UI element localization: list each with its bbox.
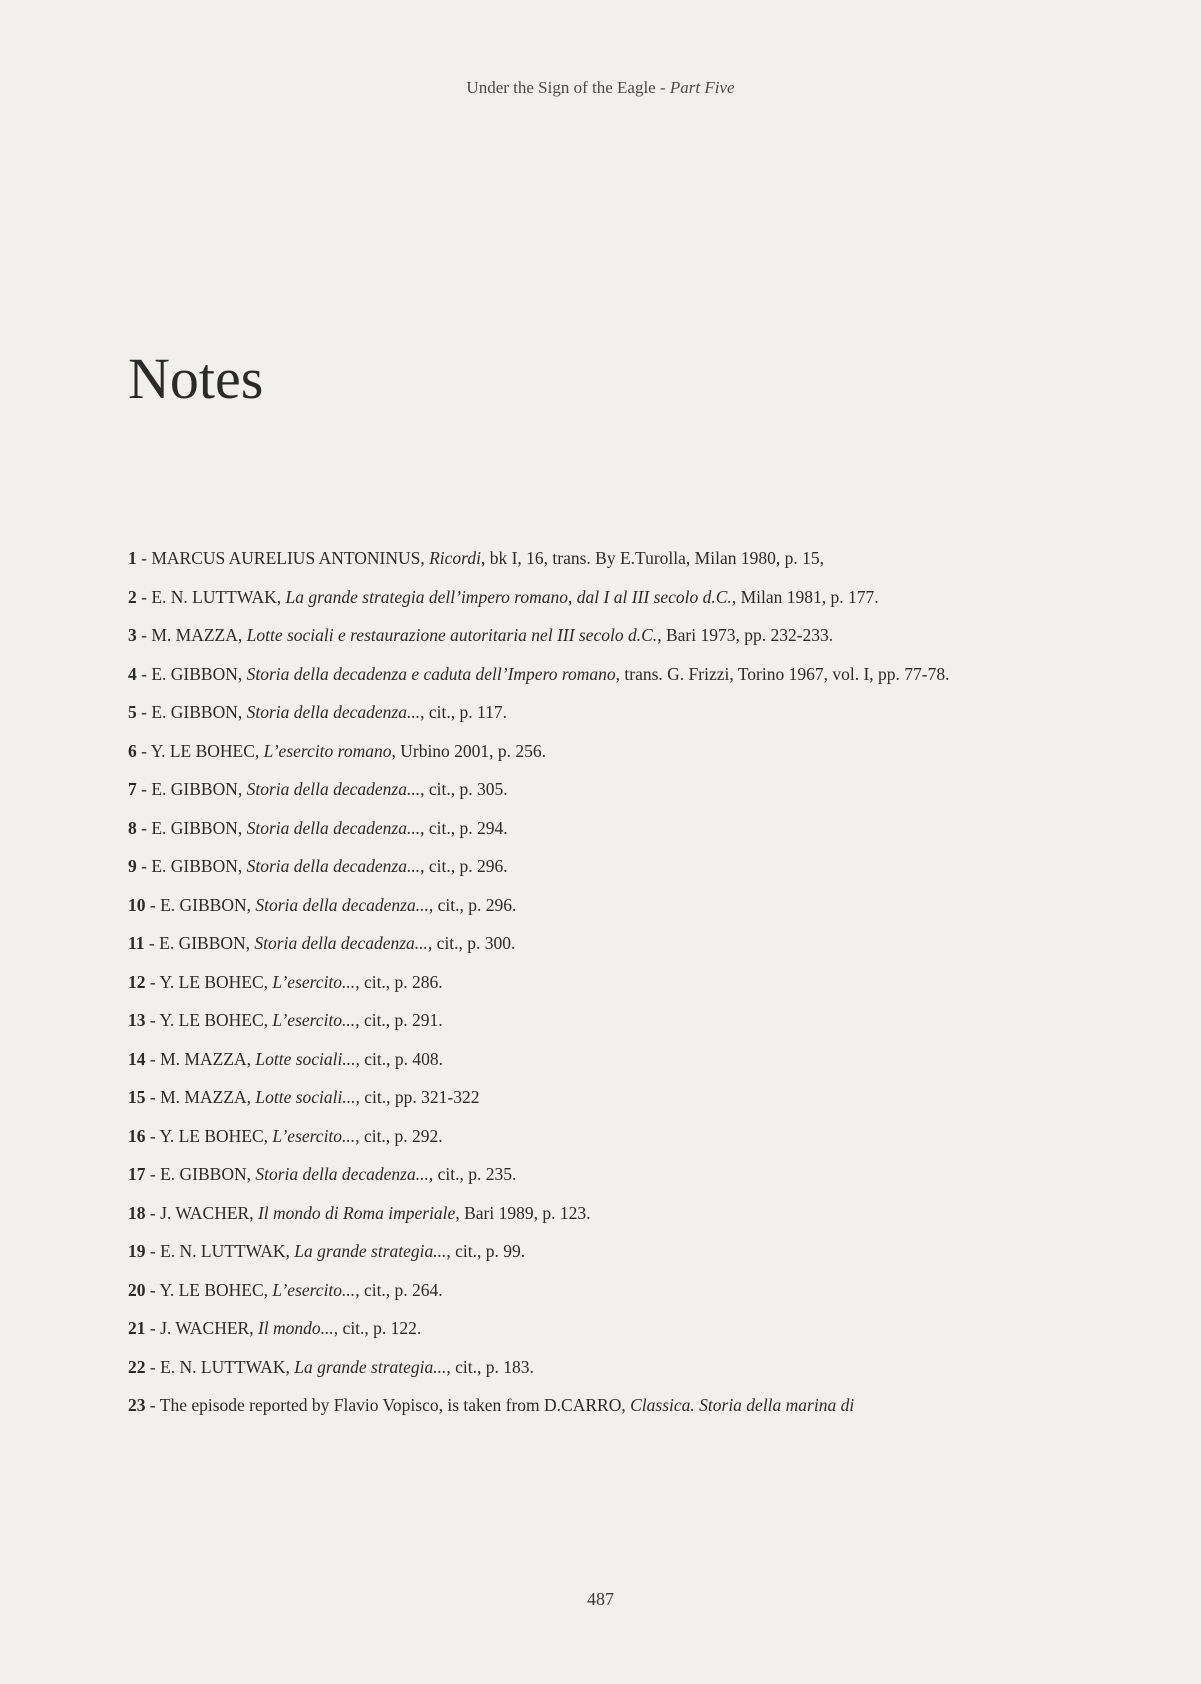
note-item: 11 - E. GIBBON, Storia della decadenza..., cit., p. 300. [128,933,516,953]
note-item: 18 - J. WACHER, Il mondo di Roma imperiale, Bari 1989, p. 123. [128,1202,591,1223]
note-number: 6 [128,740,137,761]
note-item: 1 - MARCUS AURELIUS ANTONINUS, Ricordi, bk I, 16, trans. By E.Turolla, Milan 1980, p. 15, [128,548,824,568]
book-title: Under the Sign of the Eagle [466,78,656,97]
note-text: E. GIBBON, [160,894,256,915]
note-text: E. GIBBON, [151,817,247,838]
note-text: E. GIBBON, [151,779,247,799]
note-work-title: Storia della decadenza e caduta dell’Impero romano [246,663,616,684]
part-label: Part Five [669,78,735,97]
note-work-title: Ricordi [429,548,481,568]
note-number: 4 [128,663,137,684]
note-item: 17 - E. GIBBON, Storia della decadenza..., cit., p. 235. [128,1164,517,1184]
note-text: E. N. LUTTWAK, [160,1241,295,1261]
note-item: 16 - Y. LE BOHEC, L’esercito..., cit., p. 292. [128,1125,443,1146]
note-text-end: , cit., p. 286. [355,971,443,992]
note-text: The episode reported by Flavio Vopisco, is taken from D.CARRO, [159,1395,631,1415]
note-text: Y. LE BOHEC, [159,1010,273,1030]
note-text-end: , cit., pp. 321-322 [355,1087,480,1107]
note-text: MARCUS AURELIUS ANTONINUS, [151,548,430,568]
note-text-end: , trans. G. Frizzi, Torino 1967, vol. I, pp. 77-78. [615,663,950,684]
note-item: 4 - E. GIBBON, Storia della decadenza e caduta dell’Impero romano, trans. G. Frizzi, Torino 1967, vol. I, pp. 77-78. [128,663,950,684]
note-number: 19 [128,1241,146,1261]
note-number: 5 [128,702,137,722]
note-item: 23 - The episode reported by Flavio Vopisco, is taken from D.CARRO, Classica. Storia della marina di [128,1395,855,1415]
note-text: Y. LE BOHEC, [159,971,273,992]
note-number: 21 [128,1318,146,1338]
note-work-title: La grande strategia... [294,1356,447,1377]
note-text-end: , cit., p. 300. [427,933,516,953]
note-work-title: Storia della decadenza... [255,894,429,915]
note-work-title: La grande strategia... [294,1241,447,1261]
note-item: 10 - E. GIBBON, Storia della decadenza..., cit., p. 296. [128,894,517,915]
note-number: 13 [128,1010,146,1030]
note-text-end: , cit., p. 292. [355,1125,443,1146]
note-text: E. GIBBON, [151,702,247,722]
note-item: 9 - E. GIBBON, Storia della decadenza..., cit., p. 296. [128,856,508,876]
note-work-title: Classica. Storia della marina di [630,1395,855,1415]
note-text-end: , bk I, 16, trans. By E.Turolla, Milan 1980, p. 15, [480,548,824,568]
note-work-title: Storia della decadenza... [255,1164,429,1184]
note-item: 22 - E. N. LUTTWAK, La grande strategia..., cit., p. 183. [128,1356,534,1377]
note-item: 13 - Y. LE BOHEC, L’esercito..., cit., p. 291. [128,1010,443,1030]
note-work-title: L’esercito... [272,971,356,992]
note-text: Y. LE BOHEC, [159,1125,273,1146]
notes-list [128,548,1078,1434]
note-number: 18 [128,1202,146,1223]
note-number: 9 [128,856,137,876]
note-item: 8 - E. GIBBON, Storia della decadenza..., cit., p. 294. [128,817,508,838]
note-number: 1 [128,548,137,568]
note-text: Y. LE BOHEC, [159,1279,273,1300]
note-text-end: , Urbino 2001, p. 256. [391,740,547,761]
note-text-end: , Bari 1973, pp. 232-233. [657,625,834,645]
note-work-title: Storia della decadenza... [246,779,421,799]
note-number: 15 [128,1087,146,1107]
note-text-end: , cit., p. 122. [333,1318,422,1338]
note-item: 20 - Y. LE BOHEC, L’esercito..., cit., p. 264. [128,1279,443,1300]
note-item: 21 - J. WACHER, Il mondo..., cit., p. 122. [128,1318,422,1338]
note-text-end: , cit., p. 264. [355,1279,443,1300]
note-work-title: L’esercito romano [263,740,392,761]
note-item: 15 - M. MAZZA, Lotte sociali..., cit., pp. 321-322 [128,1087,480,1107]
note-number: 16 [128,1125,146,1146]
note-text: E. GIBBON, [159,933,255,953]
note-text: M. MAZZA, [160,1048,256,1069]
note-number: 14 [128,1048,146,1069]
note-text: E. N. LUTTWAK, [160,1356,295,1377]
chapter-title: Notes [128,346,264,411]
running-header [0,78,1201,98]
note-number: 2 [128,586,137,607]
note-work-title: Storia della decadenza... [246,817,421,838]
note-text-end: , cit., p. 296. [428,894,517,915]
note-number: 10 [128,894,146,915]
note-text: E. GIBBON, [151,663,247,684]
note-work-title: Il mondo di Roma imperiale [257,1202,456,1223]
note-text-end: , cit., p. 305. [420,779,508,799]
note-text-end: , cit., p. 294. [420,817,508,838]
note-text: J. WACHER, [160,1202,258,1223]
note-number: 7 [128,779,137,799]
note-number: 8 [128,817,137,838]
note-number: 12 [128,971,146,992]
page-number: 487 [587,1589,614,1609]
note-work-title: Lotte sociali... [255,1087,356,1107]
note-text-end: , Bari 1989, p. 123. [455,1202,591,1223]
note-text: E. GIBBON, [160,1164,256,1184]
note-text-end: , cit., p. 117. [420,702,507,722]
note-item: 5 - E. GIBBON, Storia della decadenza..., cit., p. 117. [128,702,507,722]
note-text-end: , cit., p. 183. [446,1356,534,1377]
note-work-title: La grande strategia dell’impero romano, dal I al III secolo d.C. [285,586,732,607]
note-text-end: , cit., p. 291. [355,1010,443,1030]
note-text-end: , cit., p. 235. [428,1164,517,1184]
note-text-end: , cit., p. 296. [420,856,508,876]
note-text-end: , cit., p. 99. [446,1241,526,1261]
note-item: 6 - Y. LE BOHEC, L’esercito romano, Urbino 2001, p. 256. [128,740,547,761]
note-work-title: L’esercito... [272,1010,356,1030]
note-text: M. MAZZA, [151,625,247,645]
note-text-end: , cit., p. 408. [355,1048,443,1069]
note-text: J. WACHER, [160,1318,258,1338]
note-work-title: Storia della decadenza... [246,856,421,876]
note-work-title: Lotte sociali e restaurazione autoritaria nel III secolo d.C. [246,625,658,645]
note-work-title: Il mondo... [257,1318,334,1338]
note-text: E. GIBBON, [151,856,247,876]
note-number: 11 [128,933,145,953]
note-item: 3 - M. MAZZA, Lotte sociali e restaurazione autoritaria nel III secolo d.C., Bari 1973, pp. 232-233. [128,625,834,645]
note-text: M. MAZZA, [160,1087,256,1107]
note-text-end: , Milan 1981, p. 177. [731,586,879,607]
note-text: E. N. LUTTWAK, [151,586,286,607]
note-item: 12 - Y. LE BOHEC, L’esercito..., cit., p. 286. [128,971,443,992]
note-item: 2 - E. N. LUTTWAK, La grande strategia dell’impero romano, dal I al III secolo d.C., Milan 1981, p. 177. [128,586,879,607]
note-item: 7 - E. GIBBON, Storia della decadenza..., cit., p. 305. [128,779,508,799]
header-separator: - [655,78,670,97]
note-work-title: Storia della decadenza... [254,933,428,953]
note-number: 23 [128,1395,146,1415]
note-number: 3 [128,625,137,645]
note-text: Y. LE BOHEC, [150,740,264,761]
note-number: 17 [128,1164,146,1184]
note-number: 20 [128,1279,146,1300]
note-work-title: Lotte sociali... [255,1048,356,1069]
note-work-title: Storia della decadenza... [246,702,421,722]
note-number: 22 [128,1356,146,1377]
note-item: 14 - M. MAZZA, Lotte sociali..., cit., p. 408. [128,1048,443,1069]
note-work-title: L’esercito... [272,1125,356,1146]
note-work-title: L’esercito... [272,1279,356,1300]
note-item: 19 - E. N. LUTTWAK, La grande strategia..., cit., p. 99. [128,1241,526,1261]
